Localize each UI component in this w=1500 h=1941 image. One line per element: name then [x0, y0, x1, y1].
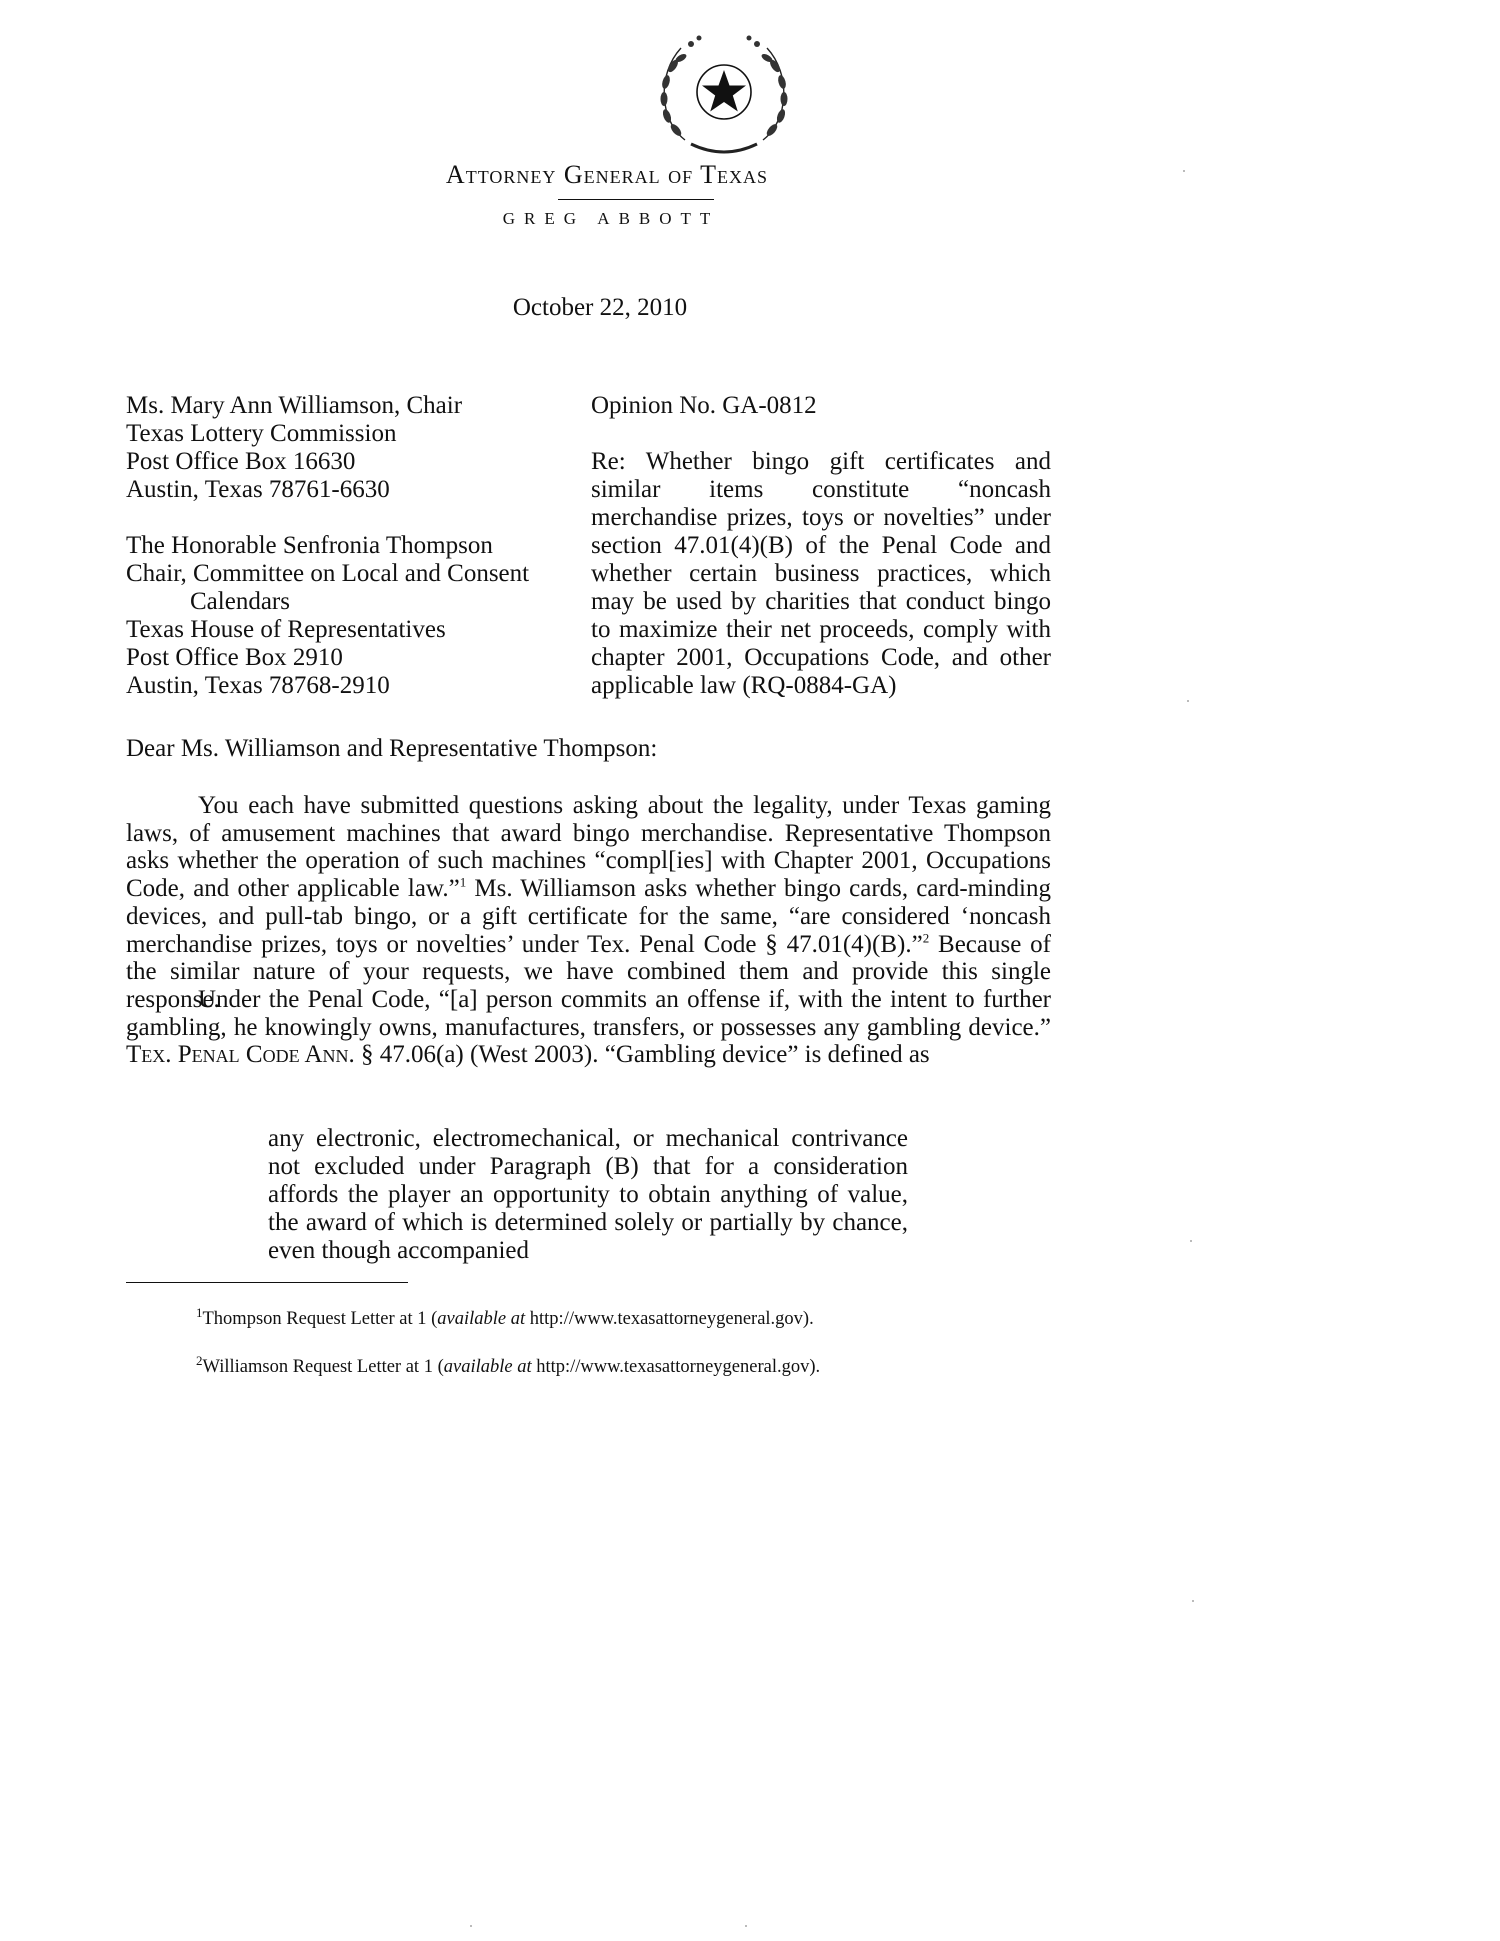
scan-speck	[1183, 170, 1185, 172]
address-line: Post Office Box 16630	[126, 448, 356, 475]
footnote-divider	[126, 1282, 408, 1283]
salutation: Dear Ms. Williamson and Representative Thompson:	[126, 735, 658, 762]
address-line: Texas Lottery Commission	[126, 420, 397, 447]
paragraph-text: Ms. Williamson asks whether bingo cards, card-minding devices, and pull-tab bingo, or a gift certificate for the same, “are considered ‘noncash merchandise prizes, toys or novelties’ under Tex. Penal Code § 47.01(4)(B).”	[126, 875, 1051, 958]
body-paragraph-2	[126, 986, 1051, 1069]
scan-speck	[1192, 1600, 1194, 1602]
footnote-1	[196, 1304, 814, 1330]
paragraph-text: § 47.06(a) (West 2003). “Gambling device” is defined as	[354, 1041, 930, 1069]
footnote-text: http://www.texasattorneygeneral.gov).	[531, 1357, 821, 1377]
scan-speck	[1190, 1240, 1192, 1242]
attorney-general-name: GREG ABBOTT	[502, 209, 720, 228]
address-line: Ms. Mary Ann Williamson, Chair	[126, 392, 463, 419]
address-line: Calendars	[190, 588, 290, 615]
texas-seal-icon	[651, 22, 797, 164]
footnote-text: Williamson Request Letter at 1 (	[202, 1357, 444, 1377]
statute-citation: Tex. Penal Code Ann.	[126, 1041, 355, 1069]
letter-date: October 22, 2010	[512, 294, 688, 321]
body-paragraph-1	[126, 792, 1051, 1014]
footnote-italic: available at	[443, 1357, 532, 1377]
address-line: Chair, Committee on Local and Consent	[126, 560, 530, 587]
paragraph-text: You each have submitted questions asking about the legality, under Texas gaming laws, of amusement machines that award bingo merchandise. Representative Thompson asks whether the operation of such machines “compl[ies] with Chapter 2001, Occupations Code, and other applicable law.”	[126, 792, 1051, 903]
address-line: Post Office Box 2910	[126, 644, 343, 671]
block-quote: any electronic, electromechanical, or mechanical contrivance not excluded under Paragraph (B) that for a consideration affords the player an opportunity to obtain anything of value, the award of which is determined solely or partially by chance, even though accompanied	[268, 1125, 908, 1264]
paragraph-text: Because of the similar nature of your requests, we have combined them and provide this single response.	[126, 930, 1051, 1013]
addressee-block-2	[126, 532, 529, 700]
address-line: Austin, Texas 78768-2910	[126, 672, 390, 699]
office-title: Attorney General of Texas	[445, 160, 769, 189]
opinion-number: Opinion No. GA-0812	[591, 392, 817, 419]
footnote-number: 2	[196, 1352, 203, 1368]
footnote-italic: available at	[437, 1309, 526, 1329]
letterhead-divider	[558, 199, 714, 200]
re-subject: Re: Whether bingo gift certificates and similar items constitute “noncash merchandise prizes, toys or novelties” under section 47.01(4)(B) of the Penal Code and whether certain business practices, which may be used by charities that conduct bingo to maximize their net proceeds, comply with chapter 2001, Occupations Code, and other applicable law (RQ-0884-GA)	[591, 448, 1051, 699]
address-line: Austin, Texas 78761-6630	[126, 476, 390, 503]
address-line: Texas House of Representatives	[126, 616, 446, 643]
addressee-block-1	[126, 392, 462, 504]
scan-speck	[470, 1925, 472, 1927]
footnote-ref-2: 2	[922, 930, 930, 946]
footnote-2	[196, 1352, 821, 1378]
scan-speck	[745, 1925, 747, 1927]
footnote-ref-1: 1	[459, 874, 467, 890]
footnote-text: http://www.texasattorneygeneral.gov).	[525, 1309, 814, 1329]
footnote-text: Thompson Request Letter at 1 (	[202, 1309, 438, 1329]
scan-speck	[1187, 700, 1189, 702]
footnote-number: 1	[196, 1304, 203, 1320]
paragraph-text: Under the Penal Code, “[a] person commits an offense if, with the intent to further gambling, he knowingly owns, manufactures, transfers, or possesses any gambling device.”	[126, 986, 1051, 1041]
address-line: The Honorable Senfronia Thompson	[126, 532, 493, 559]
